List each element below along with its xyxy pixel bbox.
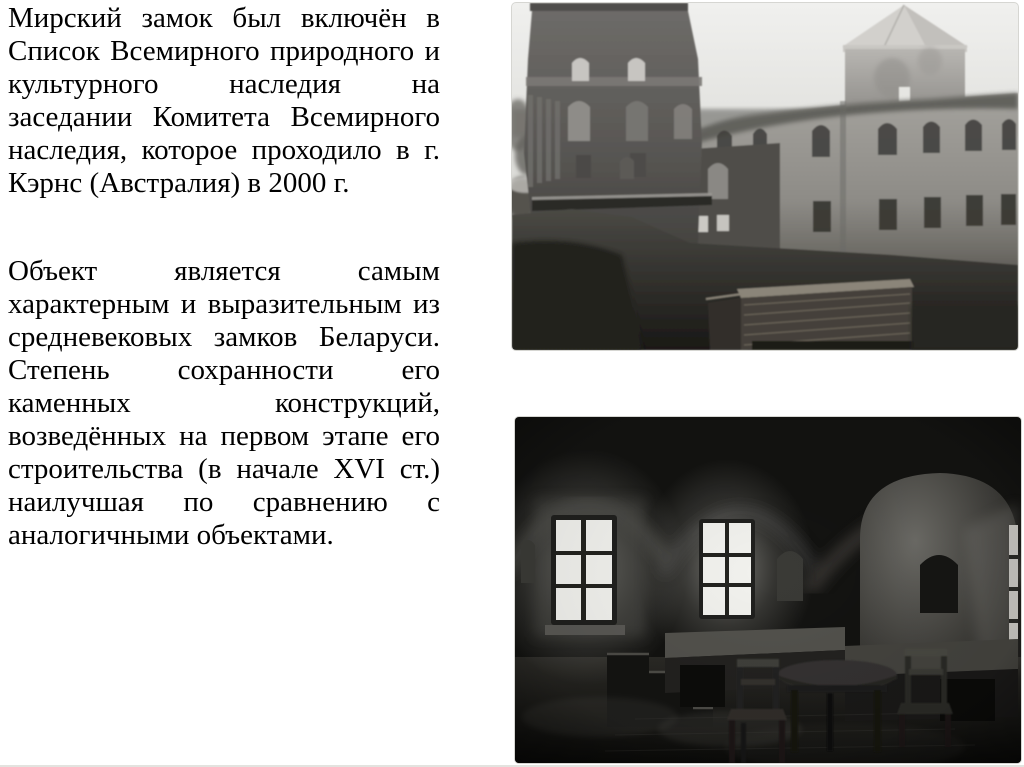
paragraph-unesco-listing: Мирский замок был включён в Список Всемирного природного и культурного наследия на заседании Комитета Всемирного наследия, которое проходило в г. Кэрнс (Австралия) в 2000 г. (8, 2, 440, 199)
castle-interior-illustration (515, 417, 1021, 763)
text-block (8, 2, 440, 552)
castle-ruins-photo (512, 3, 1018, 350)
castle-ruins-illustration (512, 3, 1018, 350)
castle-interior-photo (515, 417, 1021, 763)
paragraph-object-significance: Объект является самым характерным и выразительным из средневековых замков Беларуси. Степень сохранности его каменных конструкций, возведённых на первом этапе его строительства (в начале XVI ст.) наилучшая по сравнению с аналогичными объектами. (8, 255, 440, 551)
